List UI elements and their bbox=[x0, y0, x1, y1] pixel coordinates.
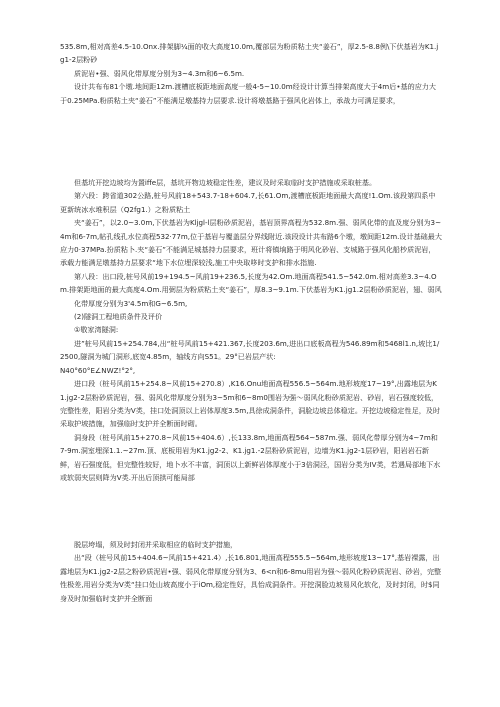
paragraph: 但基坑开挖边坡均为置iffe层，基坑开物边坡稳定性差，建议及时采取临时支护措施或采取桩基。 bbox=[74, 178, 377, 187]
paragraph-section-8: 第八段：出口段,桩号风前19+194.5~风前19+236.5,长度为42.Om.地面高程541.5~542.0m.相对高差3.3~4.Om.排架距地面的最大高度4.Om.用弼层为粉质粘土夹“姜石”，厚8.3~9.1m.下伏基岩为K1.jg1.2层粉砂质泥岩，翅、弱风 bbox=[60, 271, 442, 295]
paragraph: 夹“姜石”，以2.0~3.0m,下伏基岩为Kljgl-l层粉砂质泥岩，基岩顶界高程为532.8m.强、弱风化带的直及度分别为3~4m和6-7m,帖孔线孔水位高程532·77m,位于基岩与覆盖层分界线附近.该段设计共布路6个墩，墩间距12m.设计基础最大应力0·37MPa.扮质粘卜.夹“姜石”不能满足城基持力层要求，班计将镇垧路于明风化砂岩、支城路于强风化船杪质泥岩，承载力能满足墩基持力层要求“地下水位埋深较浅,施工中央取哆时支护和排水指施. bbox=[60, 218, 442, 268]
paragraph: 设计共布布81个墩.地间距12m.渡槽底板距地面高度一般4-5~10.0m经设计计算当排架高度大于4m后•基的应力大于0.25MPa.粉质粘土夹“姜石”不能满足墩基持力层要求.设计将墩基路于强风化岩体上，承战力可满足要求， bbox=[60, 82, 436, 105]
text-block-bottom bbox=[60, 538, 442, 605]
paragraph-section-6: 第六段：跨省道302公路,桩号风前18+543.7-18+604.7,长61.Om,渡槽底板距地面最大高度!1.Om.该段第四系中更新统冰水堆积层（Q2fg1.）之粉质粘土 bbox=[60, 191, 436, 214]
paragraph-tunnel-body: 洞身段（桩号风前15+270.8~风前15+404.6）,长133.8m,地面高程564~587m.强、弱风化带厚分别为4~7m和7-9m.洞室埋深1.1.~27m.顶、底板用岩为K1.jg2-2、K1.jg1.-2层粉砂质泥岩，边墙为K1.jg2-1层砂岩，阳岩岩石新鲜，岩石强度低，但完整性较好，地卜水不丰富，洞顶以上新鲜岩体厚度小于3倍洞泾，国岩分类为IV类，若遇局部地下水或软弱夹层则降为V类.开出后顶拱可能局部 bbox=[60, 432, 441, 482]
paragraph-exit: 出“段（桩号风前15+404.6~风前15+421.4）,长16.801,地面高程555.5~564m,地形坡度13~17°,基岩裸露，出露地层为K1.jg2-2层之粉砂质泥岩•强、弱风化带厚度分别为3、6<n和6-8mu用岩为强～弱风化粉砂质泥岩、砂岩，完整性极差,用岩分类为V类“挂口处山坡高度小于iOm,稳定性好，具怡成洞条件。开挖洞脸边坡易风化软化，及时封闭，时$同身及时加强临时支护并全断面 bbox=[60, 553, 442, 603]
paragraph: 535.8m,相对高差4.5-10.Onx.排架脚¼面的收大高度10.0m,覆部层为粉质粘土夹“姜石”，厚2.5-8.8例\下伏基岩为K1.jg1-2层粉砂 bbox=[60, 42, 439, 65]
paragraph: 质泥岩•强、弱风化带厚度分别为3~4.3m和6~6.5m. bbox=[74, 68, 245, 78]
subheading-tunnel-name: ①敬家湾隧洞: bbox=[74, 325, 119, 335]
paragraph: N40°60°E∠NWZ!°2°, bbox=[60, 365, 136, 375]
subheading-tunnel-geology: (2)隧洞工程地质条件及评价 bbox=[74, 312, 163, 322]
text-block-middle bbox=[60, 176, 442, 484]
paragraph: 进”桩号风前15+254.784,出“桩号风前15+421.367,长度203.6m,进出口底板高程为546.89m和5468l1.n,坡比1/2500,隧洞为城门洞形,底宽4.85m，轴线方向S51。29°已岩层产状: bbox=[60, 338, 440, 362]
paragraph: 化带厚度分别为3'4.5m和G~6.5m, bbox=[74, 298, 188, 308]
text-block-top bbox=[60, 40, 442, 107]
paragraph: 脱层垮塌，须及时封闭并采取相应的临时支护措施， bbox=[74, 540, 238, 549]
paragraph-entrance: 进口段（桩号风前15+254.8~风前15+270.8）,K16.Onu地面高程556.5~564m.地形坡度17~19°,出露地层为K1.jg2-2层粉砂质泥岩，强、弱风化带厚度分别为3~5m和6~8m0围岩为强～弱风化粉砂质泥岩、砂岩，岩石强度较低，完整性差，阳岩分类为V类，挂口处洞顶以上岩体厚度3.5m,具徐成洞条件，洞脸边坡总体稳定。开挖边坡稳定性足，及时采取护坡措施，加强临时支护并全断面时砌。 bbox=[60, 379, 440, 429]
